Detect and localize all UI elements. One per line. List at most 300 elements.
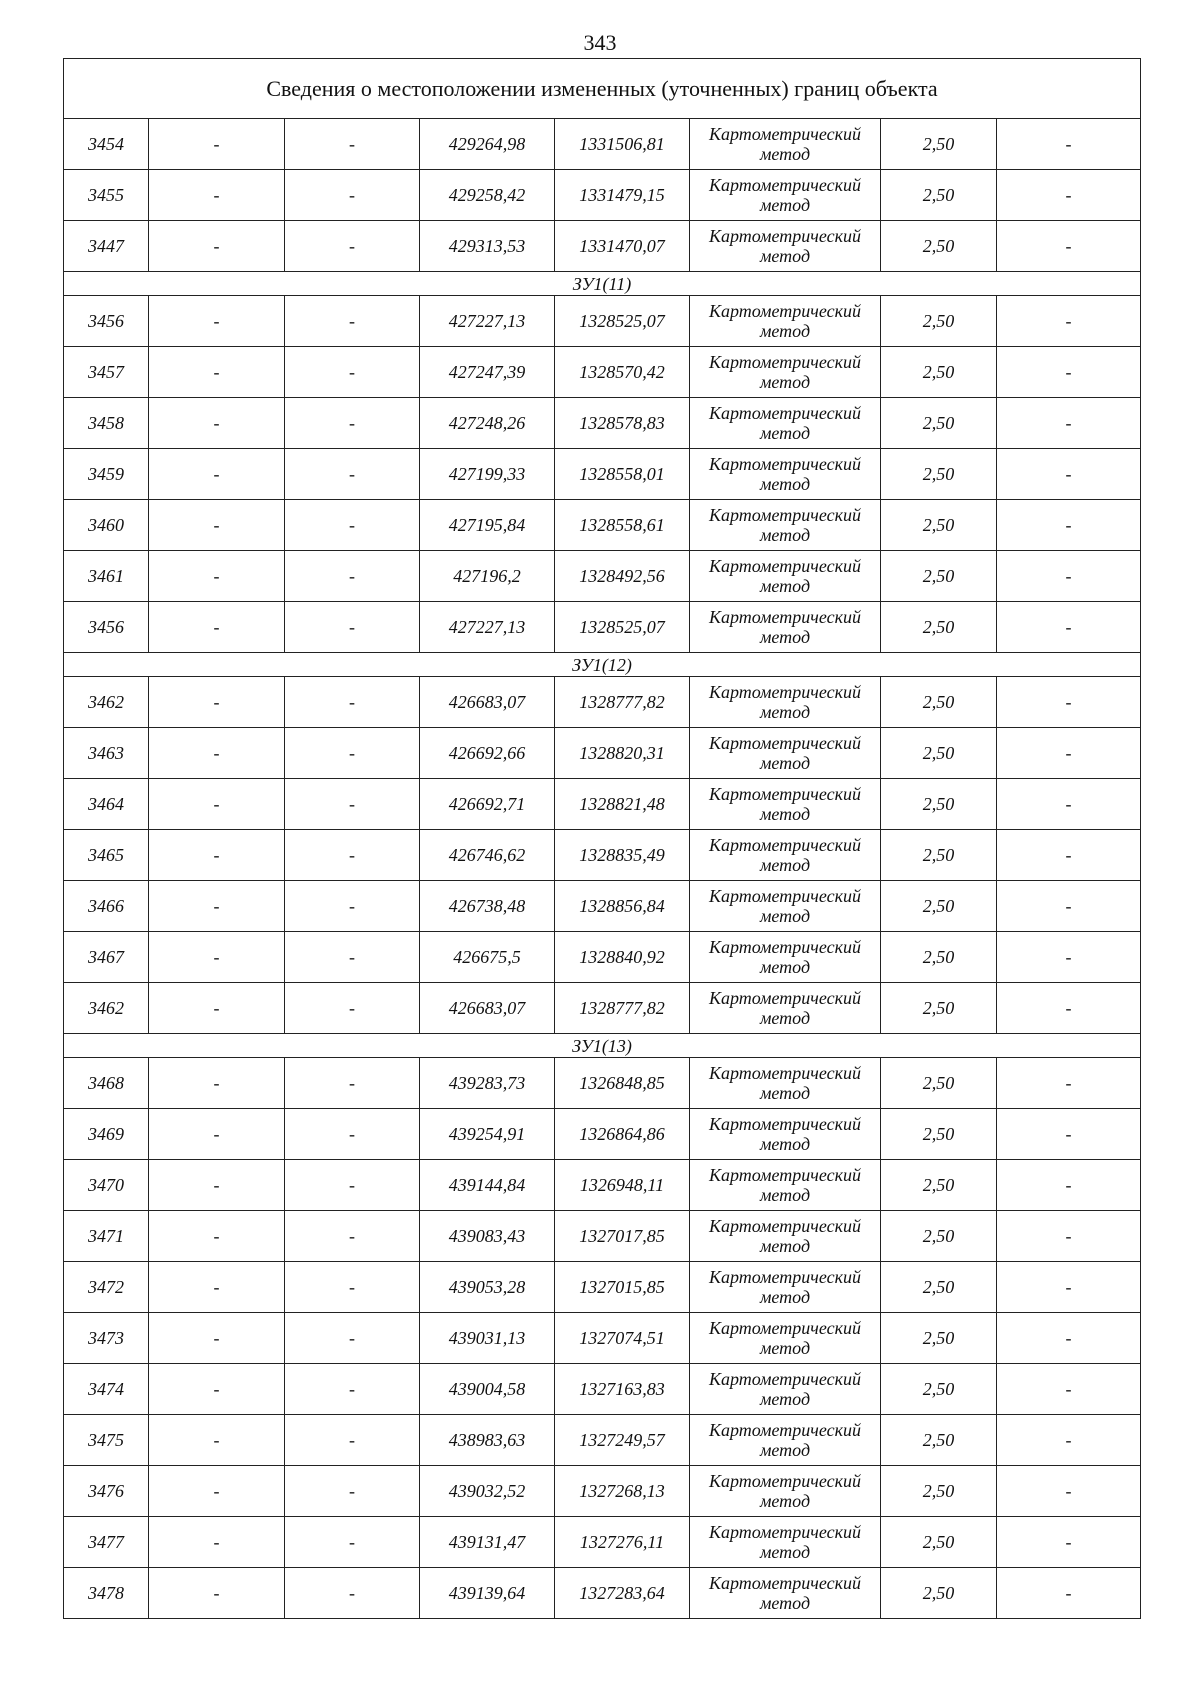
description-cell: -	[997, 551, 1141, 602]
method-line-2: метод	[759, 423, 811, 443]
method-line-2: метод	[759, 702, 811, 722]
new-y-cell: 1328840,92	[555, 932, 690, 983]
accuracy-cell: 2,50	[881, 296, 997, 347]
group-label: ЗУ1(13)	[64, 1034, 1141, 1058]
point-number-cell: 3458	[64, 398, 149, 449]
description-cell: -	[997, 1262, 1141, 1313]
method-line-2: метод	[759, 1287, 811, 1307]
method-line-2: метод	[759, 906, 811, 926]
new-x-cell: 427248,26	[420, 398, 555, 449]
point-number-cell: 3471	[64, 1211, 149, 1262]
method-cell	[690, 449, 881, 500]
old-y-cell: -	[285, 1568, 420, 1619]
table-row	[64, 983, 1141, 1034]
new-y-cell: 1331506,81	[555, 119, 690, 170]
new-x-cell: 426692,66	[420, 728, 555, 779]
group-label: ЗУ1(11)	[64, 272, 1141, 296]
new-x-cell: 439031,13	[420, 1313, 555, 1364]
table-row	[64, 602, 1141, 653]
new-y-cell: 1327017,85	[555, 1211, 690, 1262]
accuracy-cell: 2,50	[881, 1262, 997, 1313]
new-x-cell: 439139,64	[420, 1568, 555, 1619]
new-y-cell: 1327015,85	[555, 1262, 690, 1313]
point-number-cell: 3470	[64, 1160, 149, 1211]
method-line-2: метод	[759, 372, 811, 392]
new-x-cell: 427247,39	[420, 347, 555, 398]
new-y-cell: 1326848,85	[555, 1058, 690, 1109]
method-line-1: Картометрический	[708, 886, 861, 906]
table-row	[64, 1568, 1141, 1619]
description-cell: -	[997, 170, 1141, 221]
old-x-cell: -	[149, 881, 285, 932]
old-x-cell: -	[149, 1568, 285, 1619]
old-x-cell: -	[149, 398, 285, 449]
old-x-cell: -	[149, 449, 285, 500]
point-number-cell: 3473	[64, 1313, 149, 1364]
table-row	[64, 779, 1141, 830]
table-row	[64, 170, 1141, 221]
accuracy-cell: 2,50	[881, 1058, 997, 1109]
accuracy-cell: 2,50	[881, 1466, 997, 1517]
point-number-cell: 3468	[64, 1058, 149, 1109]
method-line-1: Картометрический	[708, 1573, 861, 1593]
old-y-cell: -	[285, 119, 420, 170]
method-cell	[690, 296, 881, 347]
method-line-1: Картометрический	[708, 175, 861, 195]
new-x-cell: 427227,13	[420, 602, 555, 653]
method-line-1: Картометрический	[708, 1063, 861, 1083]
description-cell: -	[997, 1109, 1141, 1160]
description-cell: -	[997, 347, 1141, 398]
new-x-cell: 426738,48	[420, 881, 555, 932]
method-line-1: Картометрический	[708, 505, 861, 525]
method-line-2: метод	[759, 1389, 811, 1409]
point-number-cell: 3454	[64, 119, 149, 170]
old-x-cell: -	[149, 932, 285, 983]
description-cell: -	[997, 1415, 1141, 1466]
old-y-cell: -	[285, 1364, 420, 1415]
accuracy-cell: 2,50	[881, 119, 997, 170]
new-y-cell: 1326864,86	[555, 1109, 690, 1160]
table-row	[64, 728, 1141, 779]
accuracy-cell: 2,50	[881, 449, 997, 500]
description-cell: -	[997, 728, 1141, 779]
table-row	[64, 221, 1141, 272]
method-line-1: Картометрический	[708, 682, 861, 702]
description-cell: -	[997, 1313, 1141, 1364]
description-cell: -	[997, 449, 1141, 500]
method-cell	[690, 779, 881, 830]
method-cell	[690, 551, 881, 602]
method-line-2: метод	[759, 525, 811, 545]
point-number-cell: 3461	[64, 551, 149, 602]
method-line-1: Картометрический	[708, 556, 861, 576]
point-number-cell: 3478	[64, 1568, 149, 1619]
new-y-cell: 1328492,56	[555, 551, 690, 602]
old-x-cell: -	[149, 983, 285, 1034]
point-number-cell: 3459	[64, 449, 149, 500]
accuracy-cell: 2,50	[881, 221, 997, 272]
method-line-1: Картометрический	[708, 733, 861, 753]
table-row	[64, 1364, 1141, 1415]
method-line-2: метод	[759, 627, 811, 647]
method-cell	[690, 1364, 881, 1415]
description-cell: -	[997, 881, 1141, 932]
point-number-cell: 3457	[64, 347, 149, 398]
method-line-2: метод	[759, 753, 811, 773]
point-number-cell: 3469	[64, 1109, 149, 1160]
accuracy-cell: 2,50	[881, 398, 997, 449]
method-cell	[690, 1517, 881, 1568]
method-cell	[690, 983, 881, 1034]
method-line-2: метод	[759, 1338, 811, 1358]
method-line-1: Картометрический	[708, 1267, 861, 1287]
point-number-cell: 3477	[64, 1517, 149, 1568]
new-x-cell: 439144,84	[420, 1160, 555, 1211]
point-number-cell: 3460	[64, 500, 149, 551]
point-number-cell: 3462	[64, 983, 149, 1034]
accuracy-cell: 2,50	[881, 830, 997, 881]
method-line-1: Картометрический	[708, 1318, 861, 1338]
old-y-cell: -	[285, 779, 420, 830]
point-number-cell: 3476	[64, 1466, 149, 1517]
table-body	[64, 59, 1141, 1619]
description-cell: -	[997, 602, 1141, 653]
table-row	[64, 881, 1141, 932]
description-cell: -	[997, 830, 1141, 881]
old-y-cell: -	[285, 1313, 420, 1364]
table-title: Сведения о местоположении измененных (уточненных) границ объекта	[64, 59, 1141, 119]
table-title-row	[64, 59, 1141, 119]
table-row	[64, 1160, 1141, 1211]
table-row	[64, 1313, 1141, 1364]
method-line-2: метод	[759, 576, 811, 596]
old-x-cell: -	[149, 677, 285, 728]
accuracy-cell: 2,50	[881, 347, 997, 398]
description-cell: -	[997, 296, 1141, 347]
new-x-cell: 426683,07	[420, 983, 555, 1034]
method-line-2: метод	[759, 1491, 811, 1511]
method-line-1: Картометрический	[708, 454, 861, 474]
method-cell	[690, 119, 881, 170]
point-number-cell: 3456	[64, 602, 149, 653]
method-line-2: метод	[759, 144, 811, 164]
new-y-cell: 1327276,11	[555, 1517, 690, 1568]
new-y-cell: 1328821,48	[555, 779, 690, 830]
description-cell: -	[997, 1517, 1141, 1568]
old-y-cell: -	[285, 398, 420, 449]
old-y-cell: -	[285, 830, 420, 881]
accuracy-cell: 2,50	[881, 881, 997, 932]
table-row	[64, 1109, 1141, 1160]
method-cell	[690, 932, 881, 983]
table-row	[64, 449, 1141, 500]
method-cell	[690, 1109, 881, 1160]
new-x-cell: 427196,2	[420, 551, 555, 602]
old-y-cell: -	[285, 1415, 420, 1466]
old-x-cell: -	[149, 1364, 285, 1415]
accuracy-cell: 2,50	[881, 1109, 997, 1160]
description-cell: -	[997, 779, 1141, 830]
method-line-1: Картометрический	[708, 403, 861, 423]
old-y-cell: -	[285, 296, 420, 347]
accuracy-cell: 2,50	[881, 1313, 997, 1364]
method-line-1: Картометрический	[708, 301, 861, 321]
old-y-cell: -	[285, 677, 420, 728]
new-x-cell: 429258,42	[420, 170, 555, 221]
new-y-cell: 1328525,07	[555, 296, 690, 347]
point-number-cell: 3466	[64, 881, 149, 932]
old-x-cell: -	[149, 1058, 285, 1109]
group-label: ЗУ1(12)	[64, 653, 1141, 677]
method-line-2: метод	[759, 195, 811, 215]
new-x-cell: 439053,28	[420, 1262, 555, 1313]
description-cell: -	[997, 398, 1141, 449]
new-y-cell: 1328570,42	[555, 347, 690, 398]
method-line-2: метод	[759, 804, 811, 824]
method-cell	[690, 1058, 881, 1109]
old-y-cell: -	[285, 221, 420, 272]
method-line-2: метод	[759, 1593, 811, 1613]
table-row	[64, 551, 1141, 602]
description-cell: -	[997, 221, 1141, 272]
method-line-1: Картометрический	[708, 607, 861, 627]
accuracy-cell: 2,50	[881, 779, 997, 830]
point-number-cell: 3464	[64, 779, 149, 830]
new-x-cell: 427195,84	[420, 500, 555, 551]
method-line-2: метод	[759, 474, 811, 494]
new-y-cell: 1327163,83	[555, 1364, 690, 1415]
method-line-1: Картометрический	[708, 1216, 861, 1236]
old-y-cell: -	[285, 170, 420, 221]
table-row	[64, 398, 1141, 449]
accuracy-cell: 2,50	[881, 1211, 997, 1262]
point-number-cell: 3475	[64, 1415, 149, 1466]
old-y-cell: -	[285, 1262, 420, 1313]
method-line-1: Картометрический	[708, 937, 861, 957]
old-y-cell: -	[285, 602, 420, 653]
table-row	[64, 1466, 1141, 1517]
method-line-1: Картометрический	[708, 226, 861, 246]
old-y-cell: -	[285, 1058, 420, 1109]
new-y-cell: 1328856,84	[555, 881, 690, 932]
old-x-cell: -	[149, 1211, 285, 1262]
point-number-cell: 3456	[64, 296, 149, 347]
method-line-2: метод	[759, 1440, 811, 1460]
point-number-cell: 3465	[64, 830, 149, 881]
method-cell	[690, 602, 881, 653]
point-number-cell: 3463	[64, 728, 149, 779]
method-line-1: Картометрический	[708, 988, 861, 1008]
new-x-cell: 426692,71	[420, 779, 555, 830]
point-number-cell: 3467	[64, 932, 149, 983]
accuracy-cell: 2,50	[881, 500, 997, 551]
old-y-cell: -	[285, 1211, 420, 1262]
description-cell: -	[997, 1364, 1141, 1415]
new-x-cell: 429264,98	[420, 119, 555, 170]
method-line-1: Картометрический	[708, 835, 861, 855]
new-y-cell: 1331479,15	[555, 170, 690, 221]
new-y-cell: 1328525,07	[555, 602, 690, 653]
table-row	[64, 296, 1141, 347]
table-row	[64, 932, 1141, 983]
accuracy-cell: 2,50	[881, 551, 997, 602]
accuracy-cell: 2,50	[881, 170, 997, 221]
method-line-1: Картометрический	[708, 1165, 861, 1185]
method-cell	[690, 728, 881, 779]
new-x-cell: 439083,43	[420, 1211, 555, 1262]
old-y-cell: -	[285, 1109, 420, 1160]
table-row	[64, 1517, 1141, 1568]
new-x-cell: 429313,53	[420, 221, 555, 272]
point-number-cell: 3455	[64, 170, 149, 221]
old-y-cell: -	[285, 500, 420, 551]
new-x-cell: 439032,52	[420, 1466, 555, 1517]
point-number-cell: 3462	[64, 677, 149, 728]
table-row	[64, 830, 1141, 881]
description-cell: -	[997, 1058, 1141, 1109]
method-cell	[690, 221, 881, 272]
method-line-2: метод	[759, 1134, 811, 1154]
point-number-cell: 3447	[64, 221, 149, 272]
group-header-row	[64, 653, 1141, 677]
description-cell: -	[997, 983, 1141, 1034]
old-x-cell: -	[149, 551, 285, 602]
old-x-cell: -	[149, 830, 285, 881]
method-cell	[690, 1262, 881, 1313]
old-x-cell: -	[149, 347, 285, 398]
new-y-cell: 1327249,57	[555, 1415, 690, 1466]
accuracy-cell: 2,50	[881, 983, 997, 1034]
method-cell	[690, 500, 881, 551]
old-x-cell: -	[149, 1109, 285, 1160]
new-x-cell: 439283,73	[420, 1058, 555, 1109]
method-cell	[690, 677, 881, 728]
old-y-cell: -	[285, 1466, 420, 1517]
method-line-1: Картометрический	[708, 124, 861, 144]
boundary-coordinates-table	[63, 58, 1141, 1619]
new-y-cell: 1328820,31	[555, 728, 690, 779]
method-line-2: метод	[759, 321, 811, 341]
old-x-cell: -	[149, 1517, 285, 1568]
old-x-cell: -	[149, 170, 285, 221]
method-line-2: метод	[759, 246, 811, 266]
new-y-cell: 1327268,13	[555, 1466, 690, 1517]
method-cell	[690, 398, 881, 449]
accuracy-cell: 2,50	[881, 1415, 997, 1466]
accuracy-cell: 2,50	[881, 1364, 997, 1415]
method-cell	[690, 1160, 881, 1211]
group-header-row	[64, 272, 1141, 296]
method-line-2: метод	[759, 1185, 811, 1205]
description-cell: -	[997, 500, 1141, 551]
old-x-cell: -	[149, 1313, 285, 1364]
old-y-cell: -	[285, 983, 420, 1034]
table-row	[64, 347, 1141, 398]
table-row	[64, 500, 1141, 551]
method-cell	[690, 1415, 881, 1466]
new-y-cell: 1328558,01	[555, 449, 690, 500]
new-x-cell: 439004,58	[420, 1364, 555, 1415]
accuracy-cell: 2,50	[881, 602, 997, 653]
new-x-cell: 439131,47	[420, 1517, 555, 1568]
description-cell: -	[997, 932, 1141, 983]
old-y-cell: -	[285, 1160, 420, 1211]
new-y-cell: 1328558,61	[555, 500, 690, 551]
accuracy-cell: 2,50	[881, 728, 997, 779]
old-x-cell: -	[149, 602, 285, 653]
old-y-cell: -	[285, 1517, 420, 1568]
old-x-cell: -	[149, 500, 285, 551]
old-x-cell: -	[149, 728, 285, 779]
table-row	[64, 1415, 1141, 1466]
new-y-cell: 1331470,07	[555, 221, 690, 272]
method-line-1: Картометрический	[708, 1369, 861, 1389]
method-cell	[690, 1211, 881, 1262]
accuracy-cell: 2,50	[881, 1160, 997, 1211]
method-line-1: Картометрический	[708, 1114, 861, 1134]
description-cell: -	[997, 1160, 1141, 1211]
method-line-1: Картометрический	[708, 1420, 861, 1440]
old-y-cell: -	[285, 449, 420, 500]
old-x-cell: -	[149, 1466, 285, 1517]
table-row	[64, 1211, 1141, 1262]
old-x-cell: -	[149, 1160, 285, 1211]
method-line-1: Картометрический	[708, 1471, 861, 1491]
old-x-cell: -	[149, 779, 285, 830]
table-row	[64, 677, 1141, 728]
method-line-2: метод	[759, 1083, 811, 1103]
method-line-2: метод	[759, 957, 811, 977]
new-y-cell: 1327283,64	[555, 1568, 690, 1619]
old-y-cell: -	[285, 932, 420, 983]
new-x-cell: 426746,62	[420, 830, 555, 881]
table-row	[64, 1058, 1141, 1109]
new-y-cell: 1328835,49	[555, 830, 690, 881]
new-y-cell: 1326948,11	[555, 1160, 690, 1211]
description-cell: -	[997, 119, 1141, 170]
new-x-cell: 427227,13	[420, 296, 555, 347]
description-cell: -	[997, 1568, 1141, 1619]
method-cell	[690, 881, 881, 932]
group-header-row	[64, 1034, 1141, 1058]
accuracy-cell: 2,50	[881, 932, 997, 983]
method-line-2: метод	[759, 1008, 811, 1028]
accuracy-cell: 2,50	[881, 677, 997, 728]
method-cell	[690, 1568, 881, 1619]
method-line-1: Картометрический	[708, 1522, 861, 1542]
method-cell	[690, 1313, 881, 1364]
method-line-2: метод	[759, 855, 811, 875]
old-x-cell: -	[149, 1262, 285, 1313]
method-line-2: метод	[759, 1236, 811, 1256]
method-line-2: метод	[759, 1542, 811, 1562]
description-cell: -	[997, 677, 1141, 728]
new-x-cell: 426683,07	[420, 677, 555, 728]
old-x-cell: -	[149, 296, 285, 347]
description-cell: -	[997, 1211, 1141, 1262]
old-y-cell: -	[285, 728, 420, 779]
point-number-cell: 3474	[64, 1364, 149, 1415]
new-y-cell: 1328777,82	[555, 983, 690, 1034]
description-cell: -	[997, 1466, 1141, 1517]
point-number-cell: 3472	[64, 1262, 149, 1313]
method-cell	[690, 170, 881, 221]
accuracy-cell: 2,50	[881, 1568, 997, 1619]
table-row	[64, 1262, 1141, 1313]
new-x-cell: 427199,33	[420, 449, 555, 500]
accuracy-cell: 2,50	[881, 1517, 997, 1568]
